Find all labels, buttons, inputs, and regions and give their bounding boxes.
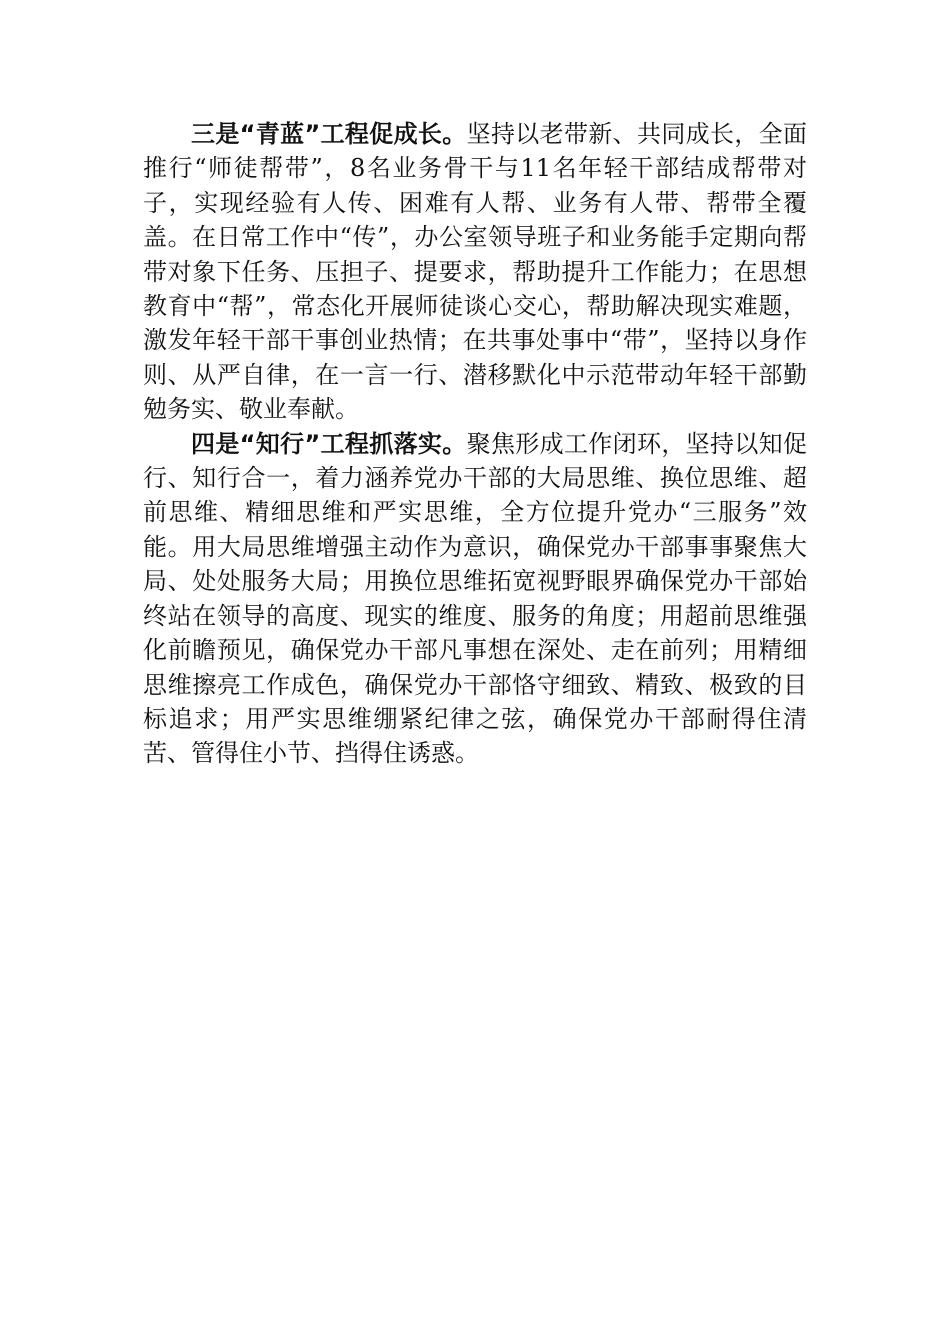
paragraph-heading: 四是“知行”工程抓落实。 xyxy=(191,429,467,458)
paragraph-zhixing xyxy=(143,427,807,771)
paragraph-qinglan xyxy=(143,117,807,427)
document-body xyxy=(143,117,807,771)
paragraph-text: 聚焦形成工作闭环，坚持以知促行、知行合一，着力涵养党办干部的大局思维、换位思维、超前思维、精细思维和严实思维，全方位提升党办“三服务”效能。用大局思维增强主动作为意识，确保党办干部事事聚焦大局、处处服务大局；用换位思维拓宽视野眼界确保党办干部始终站在领导的高度、现实的维度、服务的角度；用超前思维强化前瞻预见，确保党办干部凡事想在深处、走在前列；用精细思维擦亮工作成色，确保党办干部恪守细致、精致、极致的目标追求；用严实思维绷紧纪律之弦，确保党办干部耐得住清苦、管得住小节、挡得住诱惑。 xyxy=(143,429,808,768)
paragraph-text: 坚持以老带新、共同成长，全面推行“师徒帮带”，8名业务骨干与11名年轻干部结成帮带对子，实现经验有人传、困难有人帮、业务有人带、帮带全覆盖。在日常工作中“传”，办公室领导班子和业务能手定期向帮带对象下任务、压担子、提要求，帮助提升工作能力；在思想教育中“帮”，常态化开展师徒谈心交心，帮助解决现实难题，激发年轻干部干事创业热情；在共事处事中“带”，坚持以身作则、从严自律，在一言一行、潜移默化中示范带动年轻干部勤勉务实、敬业奉献。 xyxy=(143,120,808,424)
paragraph-heading: 三是“青蓝”工程促成长。 xyxy=(191,120,467,148)
